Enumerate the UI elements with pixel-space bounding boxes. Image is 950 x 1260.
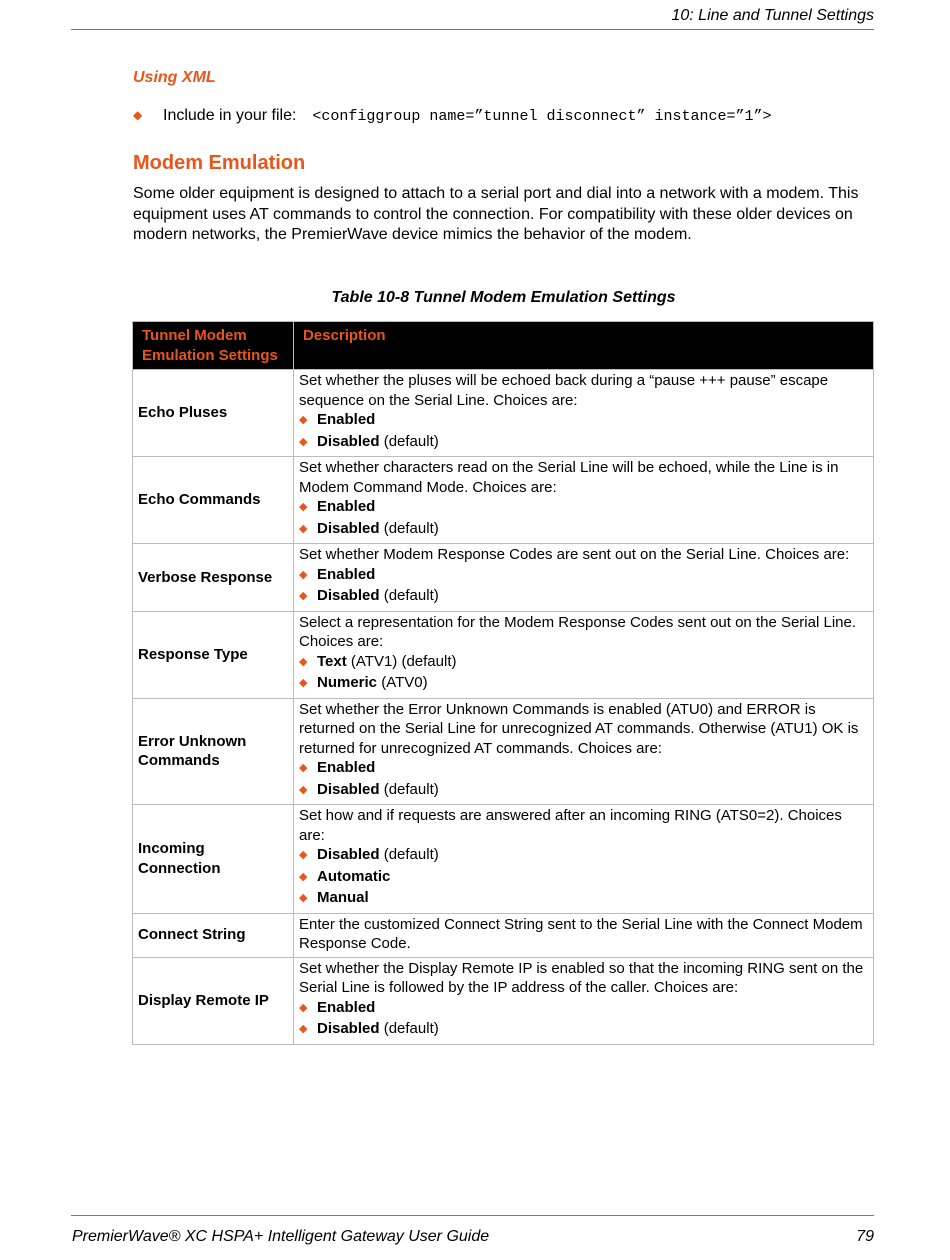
setting-name: Response Type xyxy=(133,611,294,698)
header-description: Description xyxy=(294,322,874,370)
diamond-bullet-icon: ◆ xyxy=(299,501,308,513)
description-text: Set whether the Display Remote IP is enabled so that the incoming RING sent on the Serial Line is followed by the IP address of the caller. Choices are: xyxy=(299,959,864,996)
description-text: Set whether the pluses will be echoed back during a “pause +++ pause” escape sequence on the Serial Line. Choices are: xyxy=(299,372,829,409)
setting-name: Connect String xyxy=(133,913,294,957)
choice-item xyxy=(299,780,868,802)
description-text: Set whether Modem Response Codes are sent out on the Serial Line. Choices are: xyxy=(299,546,850,563)
diamond-bullet-icon: ◆ xyxy=(299,783,308,796)
description-text: Set whether the Error Unknown Commands is enabled (ATU0) and ERROR is returned on the Serial Line for unrecognized AT commands. Otherwise (ATU1) OK is returned for unrecognized AT commands. Choices are: xyxy=(299,700,859,757)
choice-item xyxy=(299,410,868,432)
choice-label: Disabled xyxy=(317,519,380,537)
choice-item xyxy=(299,758,868,780)
choice-suffix: (ATV1) (default) xyxy=(346,652,457,670)
running-header: 10: Line and Tunnel Settings xyxy=(671,7,874,24)
table-row xyxy=(133,611,874,698)
choice-label: Text xyxy=(317,652,347,670)
diamond-bullet-icon: ◆ xyxy=(133,108,143,122)
diamond-bullet-icon: ◆ xyxy=(299,849,308,861)
choice-item xyxy=(299,888,868,910)
choice-suffix: (default) xyxy=(379,519,439,537)
choice-item xyxy=(299,565,868,587)
choice-label: Disabled xyxy=(317,1020,380,1037)
diamond-bullet-icon: ◆ xyxy=(299,568,308,581)
choice-item xyxy=(299,673,868,695)
table-row xyxy=(133,913,874,957)
diamond-bullet-icon: ◆ xyxy=(299,1023,308,1035)
xml-include-line xyxy=(133,107,771,125)
choice-label: Disabled xyxy=(317,780,380,798)
choice-item xyxy=(299,497,868,519)
diamond-bullet-icon: ◆ xyxy=(299,435,308,448)
choice-item xyxy=(299,519,868,541)
choice-item xyxy=(299,867,868,889)
choice-label: Enabled xyxy=(317,411,376,428)
header-settings: Tunnel Modem Emulation Settings xyxy=(133,322,294,370)
diamond-bullet-icon: ◆ xyxy=(299,892,308,904)
table-row xyxy=(133,698,874,805)
choice-label: Automatic xyxy=(317,867,391,885)
choice-suffix: (default) xyxy=(379,432,439,450)
page-number: 79 xyxy=(856,1228,874,1245)
setting-description xyxy=(294,611,874,698)
choice-item xyxy=(299,432,868,454)
choice-item xyxy=(299,845,868,867)
diamond-bullet-icon: ◆ xyxy=(299,870,308,883)
choice-item xyxy=(299,1019,868,1041)
diamond-bullet-icon: ◆ xyxy=(299,655,308,668)
setting-name: Verbose Response xyxy=(133,544,294,612)
diamond-bullet-icon: ◆ xyxy=(299,1001,308,1014)
choice-suffix: (ATV0) xyxy=(377,674,428,691)
choice-suffix: (default) xyxy=(379,780,439,798)
table-row xyxy=(133,370,874,457)
description-text: Set whether characters read on the Serial Line will be echoed, while the Line is in Modem Command Mode. Choices are: xyxy=(299,459,839,496)
table-row xyxy=(133,957,874,1044)
setting-name: Error Unknown Commands xyxy=(133,698,294,805)
footer-title: PremierWave® XC HSPA+ Intelligent Gateway User Guide xyxy=(72,1228,490,1245)
choice-label: Enabled xyxy=(317,498,376,515)
setting-name: Echo Pluses xyxy=(133,370,294,457)
setting-name: Echo Commands xyxy=(133,457,294,544)
setting-description xyxy=(294,370,874,457)
diamond-bullet-icon: ◆ xyxy=(299,522,308,535)
choice-label: Manual xyxy=(317,889,369,906)
choice-suffix: (default) xyxy=(379,1020,439,1037)
setting-description xyxy=(294,457,874,544)
description-text: Select a representation for the Modem Response Codes sent out on the Serial Line. Choices are: xyxy=(299,613,856,650)
choice-label: Enabled xyxy=(317,998,376,1016)
choice-item xyxy=(299,586,868,608)
table-row xyxy=(133,544,874,612)
diamond-bullet-icon: ◆ xyxy=(299,677,308,689)
choice-label: Enabled xyxy=(317,759,376,776)
choice-label: Disabled xyxy=(317,846,380,863)
xml-code-snippet: <configgroup name=”tunnel disconnect” instance=”1”> xyxy=(312,108,772,125)
choice-suffix: (default) xyxy=(379,587,439,604)
choice-item xyxy=(299,652,868,674)
choice-suffix: (default) xyxy=(379,846,439,863)
footer-divider xyxy=(71,1215,874,1216)
choice-item xyxy=(299,998,868,1020)
setting-name: Incoming Connection xyxy=(133,805,294,914)
table-row xyxy=(133,457,874,544)
choice-label: Disabled xyxy=(317,432,380,450)
section-heading: Modem Emulation xyxy=(133,152,306,174)
setting-description xyxy=(294,957,874,1044)
choice-label: Disabled xyxy=(317,587,380,604)
setting-description xyxy=(294,805,874,914)
setting-name: Display Remote IP xyxy=(133,957,294,1044)
include-label: Include in your file: xyxy=(163,107,297,124)
choice-label: Enabled xyxy=(317,565,376,583)
description-text: Enter the customized Connect String sent to the Serial Line with the Connect Modem Response Code. xyxy=(299,915,863,952)
settings-table xyxy=(132,321,874,1045)
diamond-bullet-icon: ◆ xyxy=(299,414,308,426)
intro-paragraph: Some older equipment is designed to attach to a serial port and dial into a network with a modem. This equipment uses AT commands to control the connection. For compatibility with these older devices on modern networks, the PremierWave device mimics the behavior of the modem. xyxy=(133,185,859,243)
using-xml-heading: Using XML xyxy=(133,69,216,86)
choice-label: Numeric xyxy=(317,674,378,691)
table-header-row xyxy=(133,322,874,370)
setting-description xyxy=(294,544,874,612)
setting-description xyxy=(294,913,874,957)
diamond-bullet-icon: ◆ xyxy=(299,590,308,602)
diamond-bullet-icon: ◆ xyxy=(299,762,308,774)
table-caption: Table 10-8 Tunnel Modem Emulation Settings xyxy=(331,289,676,306)
description-text: Set how and if requests are answered after an incoming RING (ATS0=2). Choices are: xyxy=(299,807,842,844)
setting-description xyxy=(294,698,874,805)
table-row xyxy=(133,805,874,914)
header-divider xyxy=(71,29,874,30)
